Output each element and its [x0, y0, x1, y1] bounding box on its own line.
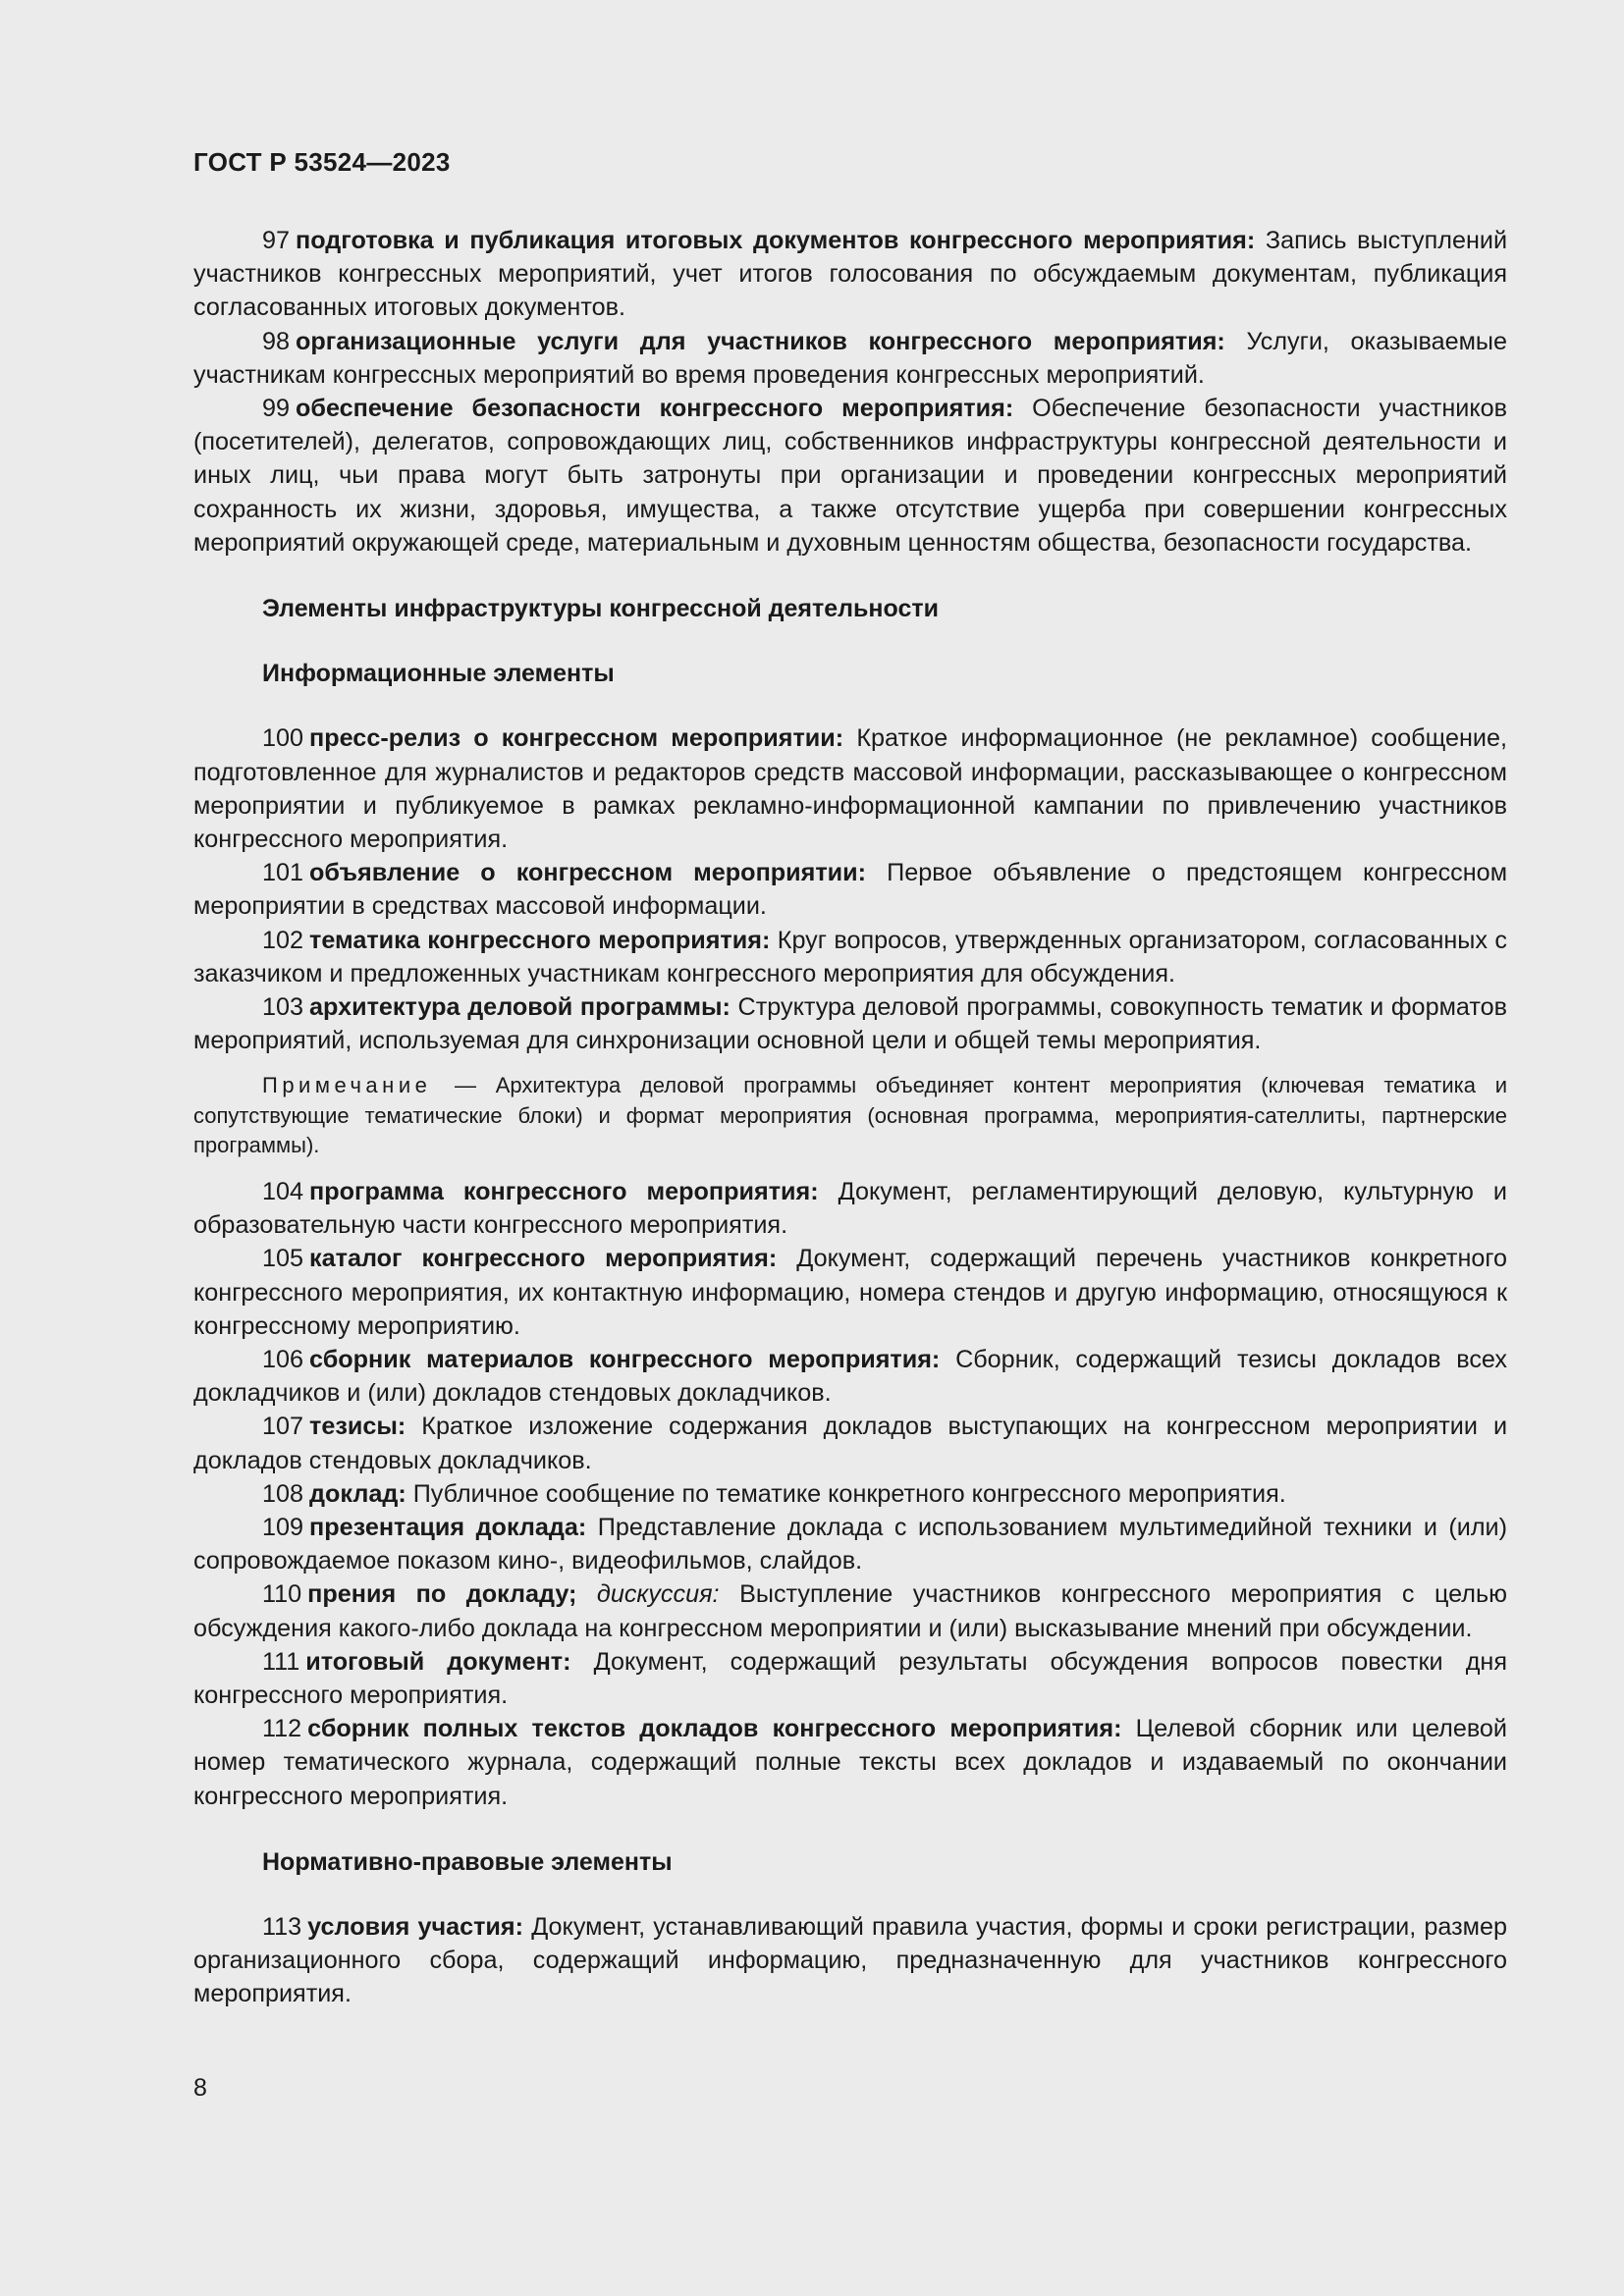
section-heading-regulatory: Нормативно-правовые элементы	[262, 1847, 673, 1876]
section-heading-information: Информационные элементы	[262, 660, 615, 688]
term-entry-112	[193, 1712, 1507, 1813]
term-definition: Документ, устанавливающий правила участия, формы и сроки регистрации, размер организационного сбора, содержащий информацию, предназначенную для участников конгрессного мероприятия.	[193, 1913, 1508, 2008]
term-definition: Краткое изложение содержания докладов выступающих на конгрессном мероприятии и докладов стендовых докладчиков.	[193, 1413, 1508, 1474]
note-text: — Архитектура деловой программы объединяет контент мероприятия (ключевая тематика и сопутствующие тематические блоки) и формат мероприятия (основная программа, мероприятия-сателлиты, партнерские программы).	[193, 1073, 1507, 1158]
term-entry-100	[193, 721, 1507, 856]
term-definition: Первое объявление о предстоящем конгрессном мероприятии в средствах массовой информации.	[193, 859, 1508, 921]
term-definition: Структура деловой программы, совокупность тематик и форматов мероприятий, используемая для синхронизации основной цели и общей темы мероприятия.	[193, 993, 1507, 1055]
term-name: каталог конгрессного мероприятия:	[309, 1245, 778, 1273]
section-heading-infrastructure: Элементы инфраструктуры конгрессной деятельности	[262, 595, 939, 623]
term-definition: Публичное сообщение по тематике конкретного конгрессного мероприятия.	[412, 1479, 1286, 1508]
term-entry-102	[193, 924, 1507, 990]
term-entry-109	[193, 1511, 1507, 1577]
document-header: ГОСТ Р 53524—2023	[193, 147, 451, 177]
term-name: архитектура деловой программы:	[309, 993, 731, 1022]
term-number: 103	[262, 993, 304, 1022]
term-definition: Обеспечение безопасности участников (посетителей), делегатов, сопровождающих лиц, собственников инфраструктуры конгрессной деятельности и иных лиц, чьи права могут быть затронуты при организации и проведении конгрессных мероприятий сохранность их жизни, здоровья, имущества, а также отсутствие ущерба при совершении конгрессных мероприятий окружающей среде, материальным и духовным ценностям общества, безопасности государства.	[193, 395, 1508, 557]
term-name: программа конгрессного мероприятия:	[309, 1177, 819, 1205]
term-entry-110	[193, 1577, 1507, 1644]
page-number: 8	[193, 2074, 207, 2102]
term-definition: Услуги, оказываемые участникам конгрессных мероприятий во время проведения конгрессных мероприятий.	[193, 327, 1508, 389]
term-number: 102	[262, 926, 304, 954]
term-name: презентация доклада:	[309, 1514, 587, 1541]
term-name: тематика конгрессного мероприятия:	[309, 926, 771, 954]
term-number: 98	[262, 327, 291, 355]
term-entry-106	[193, 1343, 1507, 1410]
term-name: прения по докладу;	[307, 1580, 577, 1609]
term-name: обеспечение безопасности конгрессного мероприятия:	[296, 395, 1014, 423]
document-body	[193, 224, 1507, 2011]
term-definition: Целевой сборник или целевой номер тематического журнала, содержащий полные тексты всех докладов и издаваемый по окончании конгрессного мероприятия.	[193, 1715, 1507, 1810]
term-entry-101	[193, 856, 1507, 923]
term-number: 113	[262, 1913, 302, 1942]
term-entry-107	[193, 1410, 1507, 1476]
term-definition: Краткое информационное (не рекламное) сообщение, подготовленное для журналистов и редакторов средств массовой информации, рассказывающее о конгрессном мероприятии и публикуемое в рамках рекламно-информационной кампании по привлечению участников конгрессного мероприятия.	[193, 724, 1508, 854]
term-name: объявление о конгрессном мероприятии:	[309, 859, 867, 887]
term-synonym: дискуссия:	[596, 1580, 720, 1609]
term-entry-105	[193, 1242, 1507, 1343]
term-definition: Документ, регламентирующий деловую, культурную и образовательную части конгрессного мероприятия.	[193, 1177, 1507, 1240]
term-number: 110	[262, 1580, 302, 1609]
term-name: сборник материалов конгрессного мероприятия:	[309, 1345, 941, 1373]
note-label: Примечание	[262, 1073, 432, 1098]
term-name: пресс-релиз о конгрессном мероприятии:	[309, 724, 844, 753]
term-name: сборник полных текстов докладов конгрессного мероприятия:	[307, 1715, 1122, 1743]
term-definition: Круг вопросов, утвержденных организатором, согласованных с заказчиком и предложенных участникам конгрессного мероприятия для обсуждения.	[193, 926, 1507, 988]
term-name: подготовка и публикация итоговых документов конгрессного мероприятия:	[296, 227, 1256, 254]
term-number: 105	[262, 1245, 304, 1273]
term-entry-104	[193, 1175, 1507, 1242]
term-number: 111	[262, 1647, 300, 1676]
term-number: 108	[262, 1479, 304, 1508]
term-definition: Документ, содержащий перечень участников конкретного конгрессного мероприятия, их контактную информацию, номера стендов и другую информацию, относящуюся к конгрессному мероприятию.	[193, 1245, 1507, 1340]
note	[193, 1071, 1507, 1161]
term-name: организационные услуги для участников конгрессного мероприятия:	[296, 327, 1225, 355]
term-entry-111	[193, 1645, 1507, 1712]
term-name: тезисы:	[309, 1413, 406, 1441]
term-number: 100	[262, 724, 304, 753]
term-number: 97	[262, 227, 291, 254]
term-name: доклад:	[309, 1479, 406, 1508]
term-definition: Документ, содержащий результаты обсуждения вопросов повестки дня конгрессного мероприятия.	[193, 1647, 1507, 1710]
term-number: 107	[262, 1413, 304, 1441]
term-definition: Выступление участников конгрессного мероприятия с целью обсуждения какого-либо доклада на конгрессном мероприятии и (или) высказывание мнений при обсуждении.	[193, 1580, 1507, 1642]
term-definition: Сборник, содержащий тезисы докладов всех докладчиков и (или) докладов стендовых докладчиков.	[193, 1345, 1507, 1408]
term-number: 106	[262, 1345, 304, 1373]
term-definition: Представление доклада с использованием мультимедийной техники и (или) сопровождаемое показом кино-, видеофильмов, слайдов.	[193, 1514, 1508, 1575]
term-number: 109	[262, 1514, 304, 1541]
term-number: 112	[262, 1715, 302, 1743]
term-number: 104	[262, 1177, 304, 1205]
term-entry-113	[193, 1910, 1507, 2011]
term-entry-108	[193, 1477, 1507, 1511]
term-entry-98	[193, 325, 1507, 392]
term-number: 101	[262, 859, 304, 887]
term-definition: Запись выступлений участников конгрессных мероприятий, учет итогов голосования по обсуждаемым документам, публикация согласованных итоговых документов.	[193, 227, 1508, 322]
term-number: 99	[262, 395, 291, 423]
term-entry-97	[193, 224, 1507, 325]
term-name: условия участия:	[307, 1913, 523, 1942]
term-entry-99	[193, 392, 1507, 560]
term-name: итоговый документ:	[305, 1647, 571, 1676]
term-entry-103	[193, 990, 1507, 1057]
